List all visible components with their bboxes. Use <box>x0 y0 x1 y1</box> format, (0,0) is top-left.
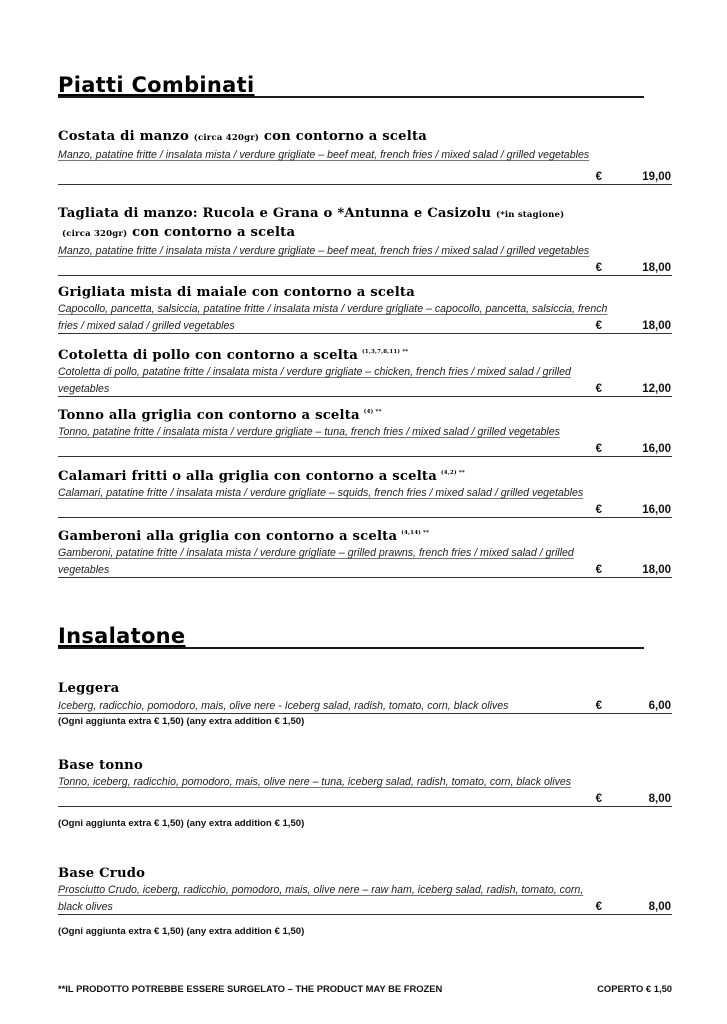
item-price: 18,00 <box>642 564 671 576</box>
item-name: Grigliata mista di maiale con contorno a scelta <box>58 285 415 300</box>
allergens: (4,14) ** <box>401 530 430 536</box>
allergens: (1,3,7,8,11) ** <box>362 349 409 355</box>
allergens: (4) ** <box>363 409 382 415</box>
currency-symbol: € <box>595 564 602 576</box>
currency-symbol: € <box>595 383 602 395</box>
menu-item-grigliata-mista <box>58 284 672 334</box>
extra-addition-note: (Ogni aggiunta extra € 1,50) (any extra addition € 1,50) <box>58 926 305 937</box>
item-price: 12,00 <box>642 383 671 395</box>
currency-symbol: € <box>595 504 602 516</box>
item-price: 16,00 <box>642 504 671 516</box>
menu-item-gamberoni <box>58 525 672 578</box>
item-price: 8,00 <box>648 793 671 805</box>
menu-item-base-tonno <box>58 757 672 831</box>
item-name: Tonno alla griglia con contorno a scelta $^{(4) **}$ <box>58 408 382 423</box>
item-price: 18,00 <box>642 262 671 274</box>
currency-symbol: € <box>595 320 602 332</box>
price-row <box>58 317 672 334</box>
currency-symbol: € <box>595 262 602 274</box>
price-row <box>58 898 672 915</box>
price-row <box>58 440 672 457</box>
menu-item-calamari <box>58 465 672 518</box>
section-title-insalatone: Insalatone <box>58 625 644 649</box>
item-description: Tonno, patatine fritte / insalata mista / verdure grigliate – tuna, french fries / mixed salad / grilled vegetables <box>58 426 560 438</box>
price-row <box>58 790 672 807</box>
item-price: 19,00 <box>642 171 671 183</box>
item-price: 6,00 <box>648 700 671 712</box>
allergens: (4,2) ** <box>440 470 466 476</box>
price-row <box>58 259 672 276</box>
item-description: Iceberg, radicchio, pomodoro, mais, olive nere - Iceberg salad, radish, tomato, corn, black olives <box>58 700 509 712</box>
price-row <box>58 561 672 578</box>
item-description-line2: vegetables <box>58 564 110 576</box>
item-name: Cotoletta di pollo con contorno a scelta $^{(1,3,7,8,11) **}$ <box>58 348 409 363</box>
currency-symbol: € <box>595 171 602 183</box>
price-row <box>58 697 672 714</box>
item-description: Manzo, patatine fritte / insalata mista / verdure grigliate – beef meat, french fries / mixed salad / grilled vegetables <box>58 149 590 161</box>
item-description-line1: Cotoletta di pollo, patatine fritte / insalata mista / verdure grigliate – chicken, french fries / mixed salad / grilled <box>58 366 571 378</box>
item-description: Manzo, patatine fritte / insalata mista / verdure grigliate – beef meat, french fries / mixed salad / grilled vegetables <box>58 245 590 257</box>
item-description: Tonno, iceberg, radicchio, pomodoro, mais, olive nere – tuna, iceberg salad, radish, tomato, corn, black olives <box>58 776 572 788</box>
item-name: Base Crudo <box>58 866 146 881</box>
item-name: Gamberoni alla griglia con contorno a scelta $^{(4,14) **}$ <box>58 529 430 544</box>
menu-item-cotoletta <box>58 344 672 397</box>
menu-item-tagliata <box>58 205 672 276</box>
item-name: Leggera <box>58 681 120 696</box>
item-price: 16,00 <box>642 443 671 455</box>
item-description-line1: Prosciutto Crudo, iceberg, radicchio, pomodoro, mais, olive nere – raw ham, iceberg salad, radish, tomato, corn, <box>58 884 584 896</box>
item-name: Costata di manzo (circa 420gr) con contorno a scelta <box>58 129 427 144</box>
menu-item-tonno <box>58 404 672 457</box>
item-description-line1: Capocollo, pancetta, salsiccia, patatine fritte / insalata mista / verdure grigliate – capocollo, pancetta, salsiccia, french <box>58 303 608 315</box>
footer <box>58 983 672 997</box>
item-price: 8,00 <box>648 901 671 913</box>
price-row <box>58 168 672 185</box>
currency-symbol: € <box>595 443 602 455</box>
item-description-line2: black olives <box>58 901 113 913</box>
item-name-line2: (circa 320gr) con contorno a scelta <box>62 225 296 240</box>
frozen-product-notice: **IL PRODOTTO POTREBBE ESSERE SURGELATO – THE PRODUCT MAY BE FROZEN <box>58 983 443 994</box>
item-description-line1: Gamberoni, patatine fritte / insalata mista / verdure grigliate – grilled prawns, french fries / mixed salad / grilled <box>58 547 574 559</box>
item-name: Tagliata di manzo: Rucola e Grana o *Antunna e Casizolu (*in stagione) <box>58 206 565 221</box>
item-name: Calamari fritti o alla griglia con contorno a scelta $^{(4,2) **}$ <box>58 469 466 484</box>
price-row <box>58 380 672 397</box>
extra-addition-note: (Ogni aggiunta extra € 1,50) (any extra addition € 1,50) <box>58 716 305 727</box>
item-description: Calamari, patatine fritte / insalata mista / verdure grigliate – squids, french fries / mixed salad / grilled vegetables <box>58 487 584 499</box>
item-description-line2: fries / mixed salad / grilled vegetables <box>58 320 235 332</box>
menu-item-costata <box>58 128 672 185</box>
item-description-line2: vegetables <box>58 383 110 395</box>
extra-addition-note: (Ogni aggiunta extra € 1,50) (any extra addition € 1,50) <box>58 818 305 829</box>
currency-symbol: € <box>595 901 602 913</box>
cover-charge: COPERTO € 1,50 <box>597 983 672 994</box>
currency-symbol: € <box>595 793 602 805</box>
item-price: 18,00 <box>642 320 671 332</box>
price-row <box>58 501 672 518</box>
item-name: Base tonno <box>58 758 143 773</box>
section-title-piatti-combinati: Piatti Combinati <box>58 74 644 98</box>
menu-item-leggera <box>58 680 672 729</box>
currency-symbol: € <box>595 700 602 712</box>
menu-item-base-crudo <box>58 865 672 939</box>
